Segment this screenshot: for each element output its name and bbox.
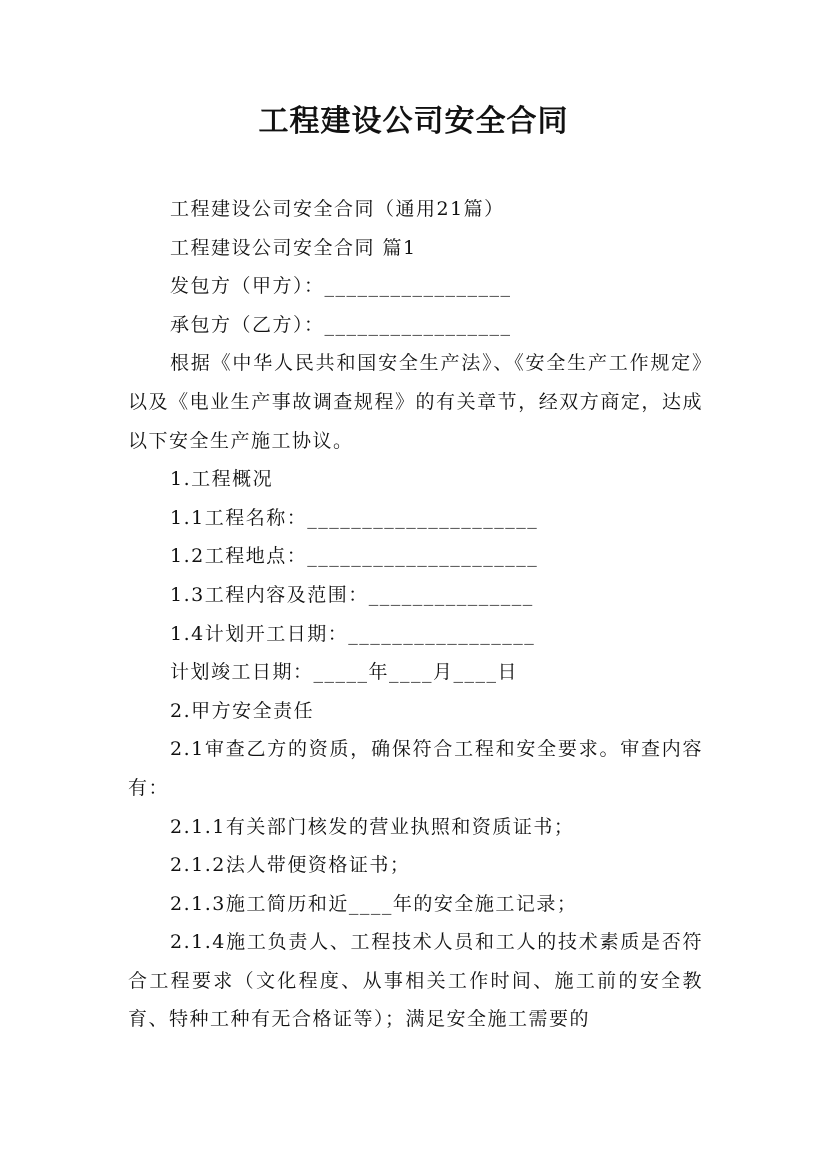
paragraph-clause-2-1-1: 2.1.1有关部门核发的营业执照和资质证书； (170, 815, 575, 838)
paragraph-start-date: 1.4计划开工日期：_________________ (170, 622, 536, 645)
paragraph-party-a: 发包方（甲方）：_________________ (170, 275, 512, 298)
paragraph-clause-2-1: 2.1审查乙方的资质，确保符合工程和安全要求。审查内容有： (128, 738, 703, 799)
paragraph-party-b: 承包方（乙方）：_________________ (170, 313, 512, 336)
paragraph-project-scope: 1.3工程内容及范围：_______________ (170, 583, 534, 606)
paragraph-clause-2-1-3: 2.1.3施工简历和近____年的安全施工记录； (170, 892, 578, 915)
paragraph-clause-2-1-4: 2.1.4施工负责人、工程技术人员和工人的技术素质是否符合工程要求（文化程度、从事相关工作时间、施工前的安全教育、特种工种有无合格证等）；满足安全施工需要的 (128, 931, 703, 1031)
document-title: 工程建设公司安全合同 (258, 104, 569, 139)
paragraph-completion-date: 计划竣工日期：_____年____月____日 (170, 661, 519, 684)
paragraph-preamble: 根据《中华人民共和国安全生产法》、《安全生产工作规定》以及《电业生产事故调查规程》的有关章节，经双方商定，达成以下安全生产施工协议。 (128, 352, 703, 452)
document-body (128, 190, 703, 1039)
paragraph-section-heading: 工程建设公司安全合同 篇1 (170, 236, 417, 259)
paragraph-party-a-responsibility: 2.甲方安全责任 (170, 699, 315, 722)
paragraph-clause-2-1-2: 2.1.2法人带便资格证书； (170, 854, 411, 877)
paragraph-project-overview: 1.工程概况 (170, 468, 274, 491)
paragraph-project-location: 1.2工程地点：_____________________ (170, 545, 539, 568)
paragraph-subtitle: 工程建设公司安全合同（通用21篇） (170, 198, 505, 220)
paragraph-project-name: 1.1工程名称：_____________________ (170, 506, 539, 529)
